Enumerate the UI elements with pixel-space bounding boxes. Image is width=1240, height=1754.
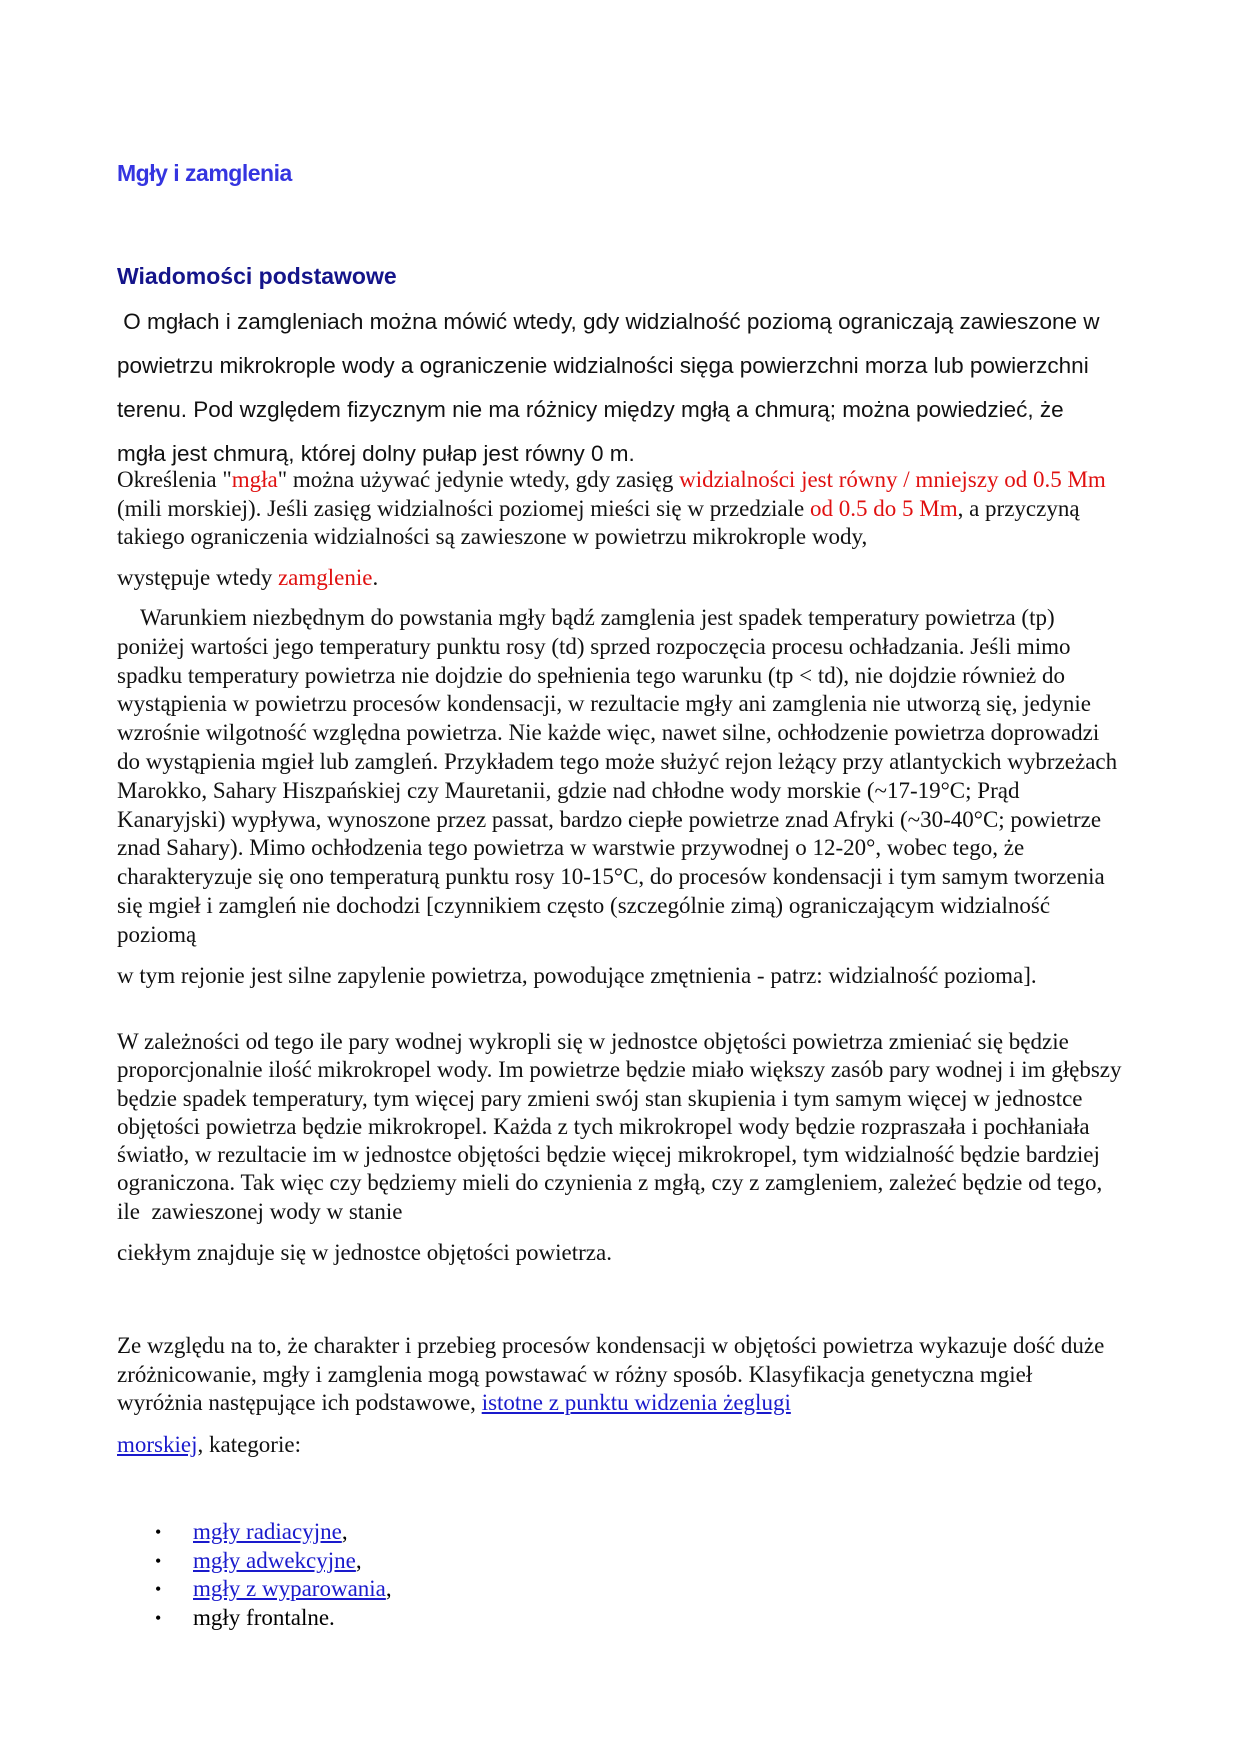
p3-body: W zależności od tego ile pary wodnej wykropli się w jednostce objętości powietrza zmieniać się będzie proporcjonalnie ilość mikrokropel wody. Im powietrze będzie miało większy zasób pary wodnej i im głębszy będzie spadek temperatury, tym więcej pary zmieni swój stan skupienia i tym samym więcej w jednostce objętości powietrza będzie mikrokropel. Każda z tych mikrokropel wody będzie rozpraszała i pochłaniała światło, w rezultacie im w jednostce objętości będzie więcej mikrokropel, tym widzialność będzie bardziej ograniczona. Tak więc czy będziemy mieli do czynienia z mgłą, czy z zamgleniem, zależeć będzie od tego, ile zawieszonej wody w stanie xyxy=(117,1029,1128,1224)
term-zamglenie: zamglenie xyxy=(277,564,373,590)
list-suffix: , xyxy=(341,1519,348,1544)
droplets-paragraph xyxy=(117,1028,1128,1267)
bullet-icon: • xyxy=(155,1522,162,1542)
bullet-icon: • xyxy=(155,1550,162,1571)
p1-text-6: . xyxy=(372,564,379,590)
p1-text-4: , a przyczyną takiego ograniczenia widzialności są zawieszone w powietrzu mikrokrople wody, xyxy=(117,495,1080,549)
p1-tail xyxy=(117,564,1122,593)
p3-tail: ciekłym znajduje się w jednostce objętości powietrza. xyxy=(117,1240,612,1266)
fog-categories-list xyxy=(155,1518,392,1632)
definition-paragraph xyxy=(117,466,1122,592)
bullet-icon: • xyxy=(155,1607,162,1628)
document-title: Mgły i zamglenia xyxy=(117,160,292,186)
p4-tail: , kategorie: xyxy=(197,1431,301,1457)
list-item xyxy=(155,1575,392,1604)
range-fog: widzialności jest równy / mniejszy od 0.5 Mm xyxy=(679,467,1106,492)
range-haze: od 0.5 do 5 Mm xyxy=(810,495,958,521)
navigation-link-part1[interactable]: istotne z punktu widzenia żeglugi xyxy=(481,1390,791,1415)
list-item xyxy=(155,1547,392,1576)
category-link-radiacyjne[interactable]: mgły radiacyjne xyxy=(193,1519,342,1544)
p4-tail-line xyxy=(117,1431,1122,1460)
list-item xyxy=(155,1604,392,1633)
conditions-paragraph xyxy=(117,604,1122,990)
p1-text-5: występuje wtedy xyxy=(117,564,278,590)
section-subtitle: Wiadomości podstawowe xyxy=(117,263,397,289)
category-link-adwekcyjne[interactable]: mgły adwekcyjne xyxy=(193,1547,356,1573)
p1-text-3: (mili morskiej). Jeśli zasięg widzialności poziomej mieści się w przedziale xyxy=(117,495,810,521)
category-link-z-wyparowania[interactable]: mgły z wyparowania xyxy=(193,1576,386,1601)
p4-body: Ze względu na to, że charakter i przebieg procesów kondensacji w objętości powietrza wykazuje dość duże zróżnicowanie, mgły i zamglenia mogą powstawać w różny sposób. Klasyfikacja genetyczna mgieł wyróżnia następujące ich podstawowe, xyxy=(117,1333,1105,1415)
intro-paragraph: O mgłach i zamgleniach można mówić wtedy, gdy widzialność poziomą ograniczają zawieszone w powietrzu mikrokrople wody a ograniczenie widzialności sięga powierzchni morza lub powierzchni terenu. Pod względem fizycznym nie ma różnicy między mgłą a chmurą; można powiedzieć, że mgła jest chmurą, której dolny pułap jest równy 0 m. xyxy=(117,309,1106,466)
p1-text-2: " można używać jedynie wtedy, gdy zasięg xyxy=(277,467,680,492)
p1-text-1: Określenia " xyxy=(117,467,232,492)
term-mgla: mgła xyxy=(231,467,278,492)
navigation-link-part2[interactable]: morskiej xyxy=(117,1431,198,1457)
classification-paragraph xyxy=(117,1332,1122,1459)
bullet-icon: • xyxy=(155,1579,162,1599)
list-suffix: , xyxy=(355,1547,362,1573)
p2-body: Warunkiem niezbędnym do powstania mgły bądź zamglenia jest spadek temperatury powietrza (tp) poniżej wartości jego temperatury punktu rosy (td) sprzed rozpoczęcia procesu ochładzania. Jeśli mimo spadku temperatury powietrza nie dojdzie do spełnienia tego warunku (tp < td), nie dojdzie również do wystąpienia w powietrzu procesów kondensacji, w rezultacie mgły ani zamglenia nie utworzą się, jedynie wzrośnie wilgotność względna powietrza. Nie każde więc, nawet silne, ochłodzenie powietrza doprowadzi do wystąpienia mgieł lub zamgleń. Przykładem tego może służyć rejon leżący przy atlantyckich wybrzeżach Marokko, Sahary Hiszpańskiej czy Mauretanii, gdzie nad chłodne wody morskie (~17-19°C; Prąd Kanaryjski) wypływa, wynoszone przez passat, bardzo ciepłe powietrze znad Afryki (~30-40°C; powietrze znad Sahary). Mimo ochłodzenia tego powietrza w warstwie przywodnej o 12-20°, wobec tego, że charakteryzuje się ono temperaturą punktu rosy 10-15°C, do procesów kondensacji i tym samym tworzenia się mgieł i zamgleń nie dochodzi [czynnikiem często (szczególnie zimą) ograniczającym widzialność poziomą xyxy=(117,605,1123,947)
category-frontalne: mgły frontalne. xyxy=(193,1604,335,1630)
list-suffix: , xyxy=(385,1576,392,1601)
list-item xyxy=(155,1518,392,1547)
p2-tail: w tym rejonie jest silne zapylenie powietrza, powodujące zmętnienia - patrz: widzialność pozioma]. xyxy=(117,962,1037,988)
